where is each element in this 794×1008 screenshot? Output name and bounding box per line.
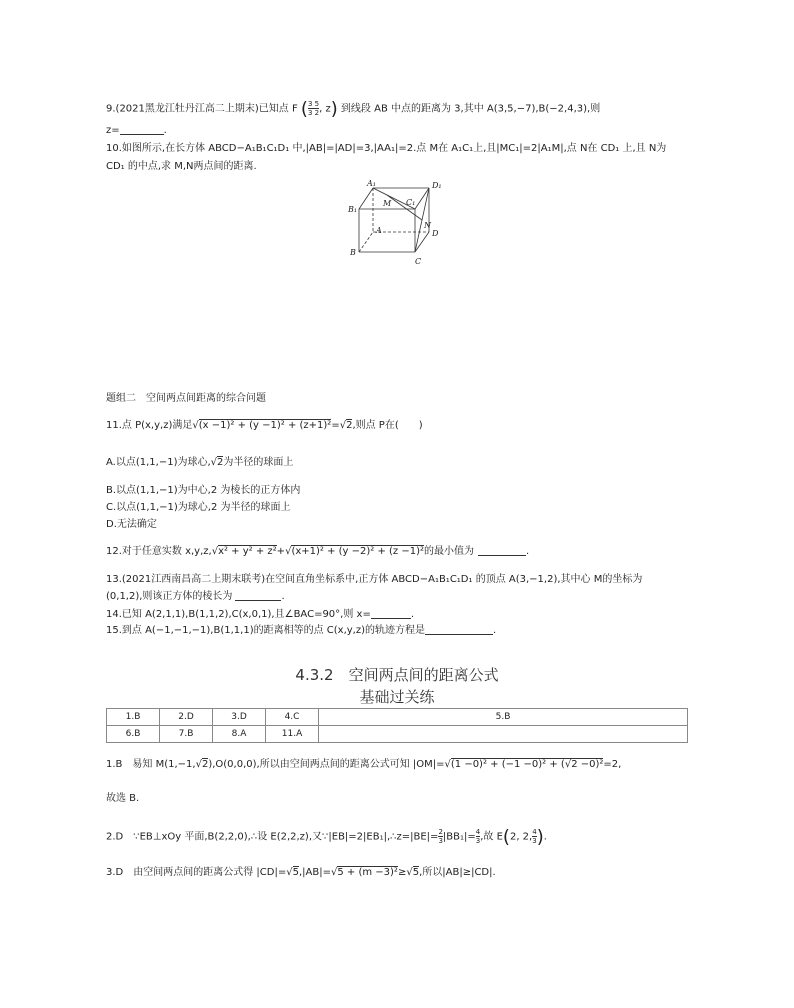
- option-a-sqrt: 2: [217, 457, 224, 468]
- a2-line: [106, 826, 547, 848]
- table-cell: 3.D: [213, 709, 266, 726]
- label-d: D: [432, 229, 439, 238]
- q9-answer-blank: [120, 124, 164, 135]
- q12-prefix: 12.对于任意实数 x,y,z,: [106, 546, 212, 557]
- q12-answer-blank: [478, 545, 526, 556]
- option-a-prefix: A.以点(1,1,−1)为球心,: [106, 457, 211, 468]
- label-c: C: [415, 257, 422, 266]
- a2-coords: 2, 2,: [509, 831, 533, 843]
- q10-line2: CD₁ 的中点,求 M,N两点间的距离.: [106, 161, 257, 172]
- answer-title: 4.3.2 空间两点间的距离公式: [295, 666, 499, 684]
- sqrt-sign: √: [192, 420, 199, 431]
- sqrt-sign: √: [285, 546, 292, 557]
- cuboid-figure: [340, 176, 450, 268]
- label-a1: A₁: [367, 179, 376, 188]
- fraction-num: 4: [475, 828, 481, 836]
- q11-option-d: D.无法确定: [106, 519, 157, 530]
- a3-suffix: ,所以|AB|≥|CD|.: [419, 867, 496, 878]
- edge-b-a-hidden: [359, 232, 373, 252]
- sqrt-sign: √: [210, 457, 218, 468]
- q11-radicand: (x −1)² + (y −1)² + (z+1)²: [198, 420, 332, 431]
- q14-line: [106, 608, 414, 622]
- a2-end: .: [543, 831, 547, 843]
- q15-line: [106, 624, 496, 638]
- q13-line1: 13.(2021江西南昌高二上期末联考)在空间直角坐标系中,正方体 ABCD−A₁B₁C₁D₁ 的顶点 A(3,−1,2),其中心 M的坐标为: [106, 574, 643, 585]
- close-paren: ): [330, 98, 338, 120]
- q12-line: [106, 545, 529, 559]
- table-cell: 8.A: [213, 726, 266, 743]
- table-cell: 1.B: [107, 709, 160, 726]
- q11-line: [106, 419, 423, 433]
- q14-answer-blank: [371, 608, 411, 619]
- q9-point-num: 3 5: [307, 100, 320, 108]
- q14-end: .: [410, 609, 415, 620]
- q14-text: 14.已知 A(2,1,1),B(1,1,2),C(x,0,1),且∠BAC=90°,则 x=: [106, 609, 371, 620]
- label-n: N: [424, 221, 431, 230]
- q10-line1: 10.如图所示,在长方体 ABCD−A₁B₁C₁D₁ 中,|AB|=|AD|=3,|AA₁|=2.点 M在 A₁C₁上,且|MC₁|=2|A₁M|,点 N在 CD₁ 上,且 N为: [106, 143, 667, 154]
- a1-sqrt: 2: [201, 759, 209, 770]
- sqrt-sign: √: [195, 759, 202, 770]
- q9-point-den: 3 2: [307, 109, 320, 117]
- q11-suffix: ,则点 P在( ): [352, 420, 423, 431]
- q13-answer-blank: [235, 590, 281, 601]
- a3-mid: ,|AB|=: [298, 867, 331, 878]
- sqrt-sign: √: [211, 546, 219, 557]
- table-cell: 4.C: [266, 709, 319, 726]
- sqrt-sign: √: [406, 867, 413, 878]
- q15-answer-blank: [425, 624, 493, 635]
- edge-b1-a1: [359, 188, 373, 209]
- a3-prefix: 3.D 由空间两点间的距离公式得 |CD|=: [106, 867, 287, 878]
- q9-rest: 到线段 AB 中点的距离为 3,其中 A(3,5,−7),B(−2,4,3),则: [340, 103, 601, 115]
- sqrt-sign: √: [330, 867, 338, 878]
- answer-table: [106, 708, 688, 743]
- fraction-num: 2: [438, 828, 443, 836]
- q9-prefix: 9.(2021黑龙江牡丹江高二上期末)已知点 F: [106, 103, 298, 115]
- answer-subtitle: 基础过关练: [359, 688, 435, 706]
- q13-text: (0,1,2),则该正方体的棱长为: [106, 591, 233, 602]
- table-cell: [319, 726, 688, 743]
- fraction-den: 3: [475, 837, 481, 845]
- table-row: [107, 709, 688, 726]
- sqrt-sign: √: [444, 759, 451, 770]
- a1-prefix: 1.B 易知 M(1,−1,: [106, 759, 196, 770]
- a3-sqrt5b: 5: [412, 867, 420, 878]
- fraction-den: 3: [532, 837, 537, 845]
- q11-option-a: [106, 456, 293, 470]
- a3-line: [106, 866, 496, 880]
- q11-equals: =: [331, 420, 340, 431]
- fraction-den: 3: [438, 837, 443, 845]
- label-b: B: [350, 248, 356, 257]
- q9-point-z: , z: [319, 103, 331, 115]
- q9-line1: [106, 98, 601, 120]
- open-paren: (: [300, 98, 308, 120]
- fraction-num: 4: [532, 828, 537, 836]
- label-d1: D₁: [432, 181, 442, 190]
- a1-line1: [106, 758, 621, 772]
- a1-suffix: =2,: [603, 759, 622, 770]
- q12-end: .: [526, 546, 530, 557]
- q11-option-c: C.以点(1,1,−1)为球心,2 为半径的球面上: [106, 502, 291, 513]
- q13-end: .: [281, 591, 285, 602]
- q9-end: .: [163, 125, 167, 136]
- option-a-suffix: 为半径的球面上: [223, 457, 294, 468]
- close-paren: ): [536, 826, 544, 848]
- q15-text: 15.到点 A(−1,−1,−1),B(1,1,1)的距离相等的点 C(x,y,z)的轨迹方程是: [106, 625, 425, 636]
- a1-line2: 故选 B.: [106, 793, 140, 804]
- label-c1: C₁: [406, 198, 416, 207]
- sqrt-sign: √: [339, 420, 347, 431]
- q9-z-label: z=: [106, 125, 120, 136]
- a2-prefix: 2.D ∵EB⊥xOy 平面,B(2,2,0),∴设 E(2,2,z),又∵|EB|=2|EB₁|,∴z=|BE|=: [106, 831, 439, 843]
- q12-radicand1: x² + y² + z²: [218, 546, 277, 557]
- a1-mid: ),O(0,0,0),所以由空间两点间的距离公式可知 |OM|=: [208, 759, 445, 770]
- q11-prefix: 11.点 P(x,y,z)满足: [106, 420, 193, 431]
- table-cell: 2.D: [160, 709, 213, 726]
- a3-ge: ≥: [397, 867, 407, 878]
- a2-tail: ,故 E: [480, 831, 503, 843]
- q13-line2: [106, 590, 285, 604]
- section2-title: 题组二 空间两点间距离的综合问题: [106, 393, 266, 404]
- sqrt-sign: √: [286, 867, 293, 878]
- q9-line2: [106, 124, 167, 138]
- table-cell: 11.A: [266, 726, 319, 743]
- table-cell: 7.B: [160, 726, 213, 743]
- q12-suffix: 的最小值为: [424, 546, 475, 557]
- a3-radicand: 5 + (m −3)²: [337, 867, 398, 878]
- table-row: [107, 726, 688, 743]
- q11-sqrt2: 2: [346, 420, 353, 431]
- q12-plus: +: [276, 546, 286, 557]
- label-m: M: [383, 199, 392, 208]
- segment-mn: [387, 195, 422, 220]
- q15-end: .: [493, 625, 497, 636]
- label-b1: B₁: [348, 205, 358, 214]
- a3-sqrt5: 5: [292, 867, 299, 878]
- a1-radicand: (1 −0)² + (−1 −0)² + (√2 −0)²: [450, 759, 604, 770]
- table-cell: 5.B: [319, 709, 688, 726]
- a2-mid: |BB₁|=: [442, 831, 476, 843]
- q12-radicand2: (x+1)² + (y −2)² + (z −1)²: [291, 546, 425, 557]
- open-paren: (: [502, 826, 510, 848]
- q11-option-b: B.以点(1,1,−1)为中心,2 为棱长的正方体内: [106, 485, 301, 496]
- label-a: A: [376, 226, 382, 235]
- q9-point-fraction: [308, 100, 319, 117]
- table-cell: 6.B: [107, 726, 160, 743]
